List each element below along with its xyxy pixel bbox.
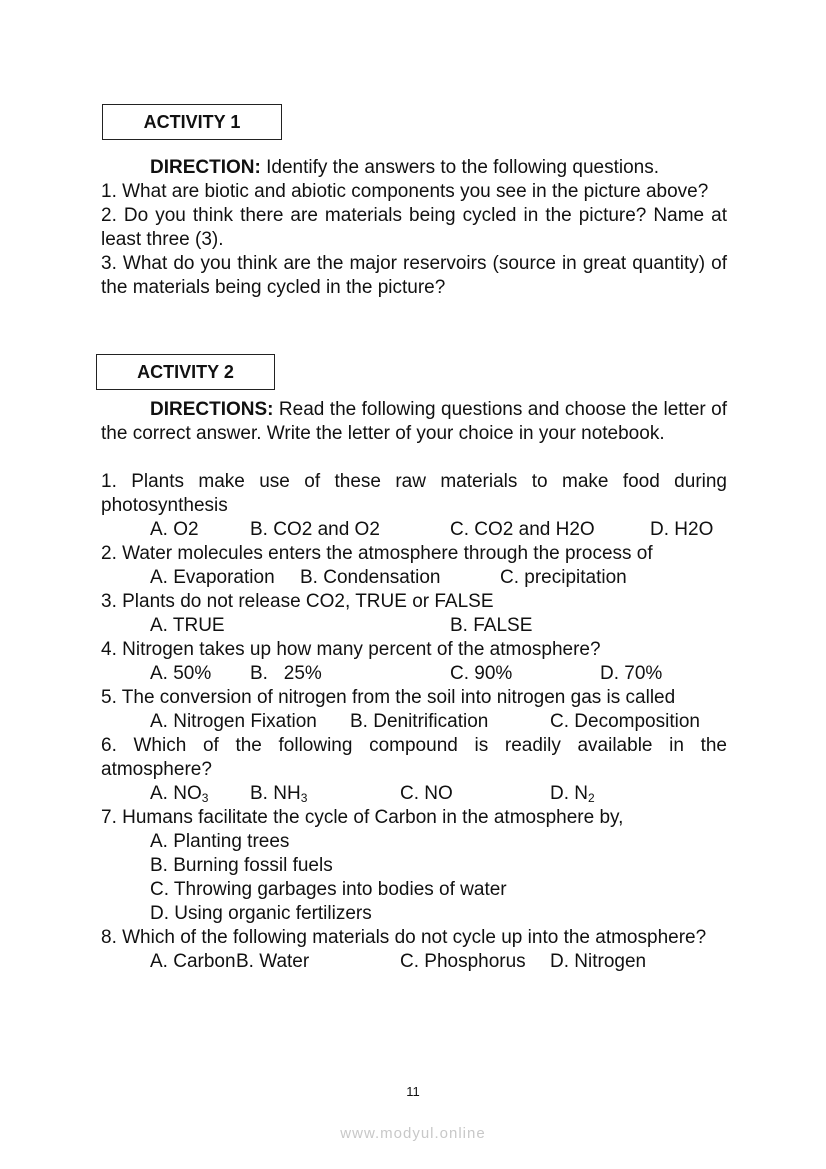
option-subscript: 2	[588, 791, 595, 805]
option-c: C. Decomposition	[550, 711, 700, 732]
option-c	[400, 782, 453, 806]
option-text: A. NO	[150, 783, 202, 804]
activity-1-direction	[101, 156, 727, 180]
option-b: B. FALSE	[450, 615, 533, 636]
question-5: 5. The conversion of nitrogen from the soil into nitrogen gas is called	[101, 687, 676, 708]
option-text: B. NH	[250, 783, 301, 804]
options-row	[101, 614, 727, 638]
option-a: A. O2	[150, 519, 199, 540]
direction-label: DIRECTION:	[150, 157, 261, 178]
options-row	[101, 662, 727, 686]
question-list	[101, 470, 727, 974]
options-row	[101, 518, 727, 542]
question-8: 8. Which of the following materials do not cycle up into the atmosphere?	[101, 927, 707, 948]
activity-1-question: 3. What do you think are the major reservoirs (source in great quantity) of the materials being cycled in the picture?	[101, 253, 727, 298]
activity-1-question: 1. What are biotic and abiotic components you see in the picture above?	[101, 181, 709, 202]
activity-1-heading: ACTIVITY 1	[102, 104, 282, 140]
activity-2-direction	[101, 398, 727, 446]
option-b: B. Burning fossil fuels	[150, 855, 333, 876]
option-c: C. 90%	[450, 663, 513, 684]
options-row	[101, 710, 727, 734]
option-d: D. Using organic fertilizers	[150, 903, 372, 924]
option-d: D. Nitrogen	[550, 951, 647, 972]
options-row	[101, 950, 727, 974]
option-c: C. Phosphorus	[400, 951, 526, 972]
option-a: A. Nitrogen Fixation	[150, 711, 317, 732]
option-a	[150, 782, 208, 806]
option-text: D. N	[550, 783, 588, 804]
question-3: 3. Plants do not release CO2, TRUE or FALSE	[101, 591, 494, 612]
directions-label: DIRECTIONS:	[150, 399, 274, 420]
option-a: A. TRUE	[150, 615, 225, 636]
option-c: C. CO2 and H2O	[450, 519, 595, 540]
option-d: D. 70%	[600, 663, 663, 684]
page-number: 11	[406, 1084, 420, 1099]
option-text: C. NO	[400, 783, 453, 804]
option-d: D. H2O	[650, 519, 714, 540]
directions-text: Read the following questions and choose the letter of the correct answer. Write the letter of your choice in your notebook.	[101, 399, 727, 444]
option-b: B. CO2 and O2	[250, 519, 380, 540]
question-7: 7. Humans facilitate the cycle of Carbon in the atmosphere by,	[101, 807, 624, 828]
option-c: C. precipitation	[500, 567, 627, 588]
option-d	[550, 782, 595, 806]
options-row	[101, 782, 727, 806]
options-row	[101, 566, 727, 590]
option-a: A. Evaporation	[150, 567, 275, 588]
option-b: B. Water	[236, 951, 310, 972]
activity-1-section	[101, 156, 727, 300]
option-subscript: 3	[201, 791, 209, 805]
question-4: 4. Nitrogen takes up how many percent of the atmosphere?	[101, 639, 601, 660]
question-1: 1. Plants make use of these raw materials to make food during photosynthesis	[101, 471, 727, 516]
question-6: 6. Which of the following compound is readily available in the atmosphere?	[101, 735, 727, 780]
option-b	[250, 782, 307, 806]
option-c: C. Throwing garbages into bodies of water	[150, 879, 507, 900]
watermark: www.modyul.online	[340, 1125, 486, 1142]
option-b: B. Denitrification	[350, 711, 489, 732]
option-a: A. 50%	[150, 663, 212, 684]
option-subscript: 3	[300, 791, 308, 805]
direction-text: Identify the answers to the following questions.	[260, 157, 660, 178]
option-a: A. Planting trees	[150, 831, 290, 852]
activity-2-heading: ACTIVITY 2	[96, 354, 275, 390]
option-a: A. Carbon	[150, 951, 236, 972]
question-2: 2. Water molecules enters the atmosphere through the process of	[101, 543, 653, 564]
activity-2-section	[101, 398, 727, 974]
option-b: B. 25%	[250, 663, 322, 684]
option-b: B. Condensation	[300, 567, 441, 588]
activity-1-question: 2. Do you think there are materials being cycled in the picture? Name at least three (3).	[101, 205, 727, 250]
